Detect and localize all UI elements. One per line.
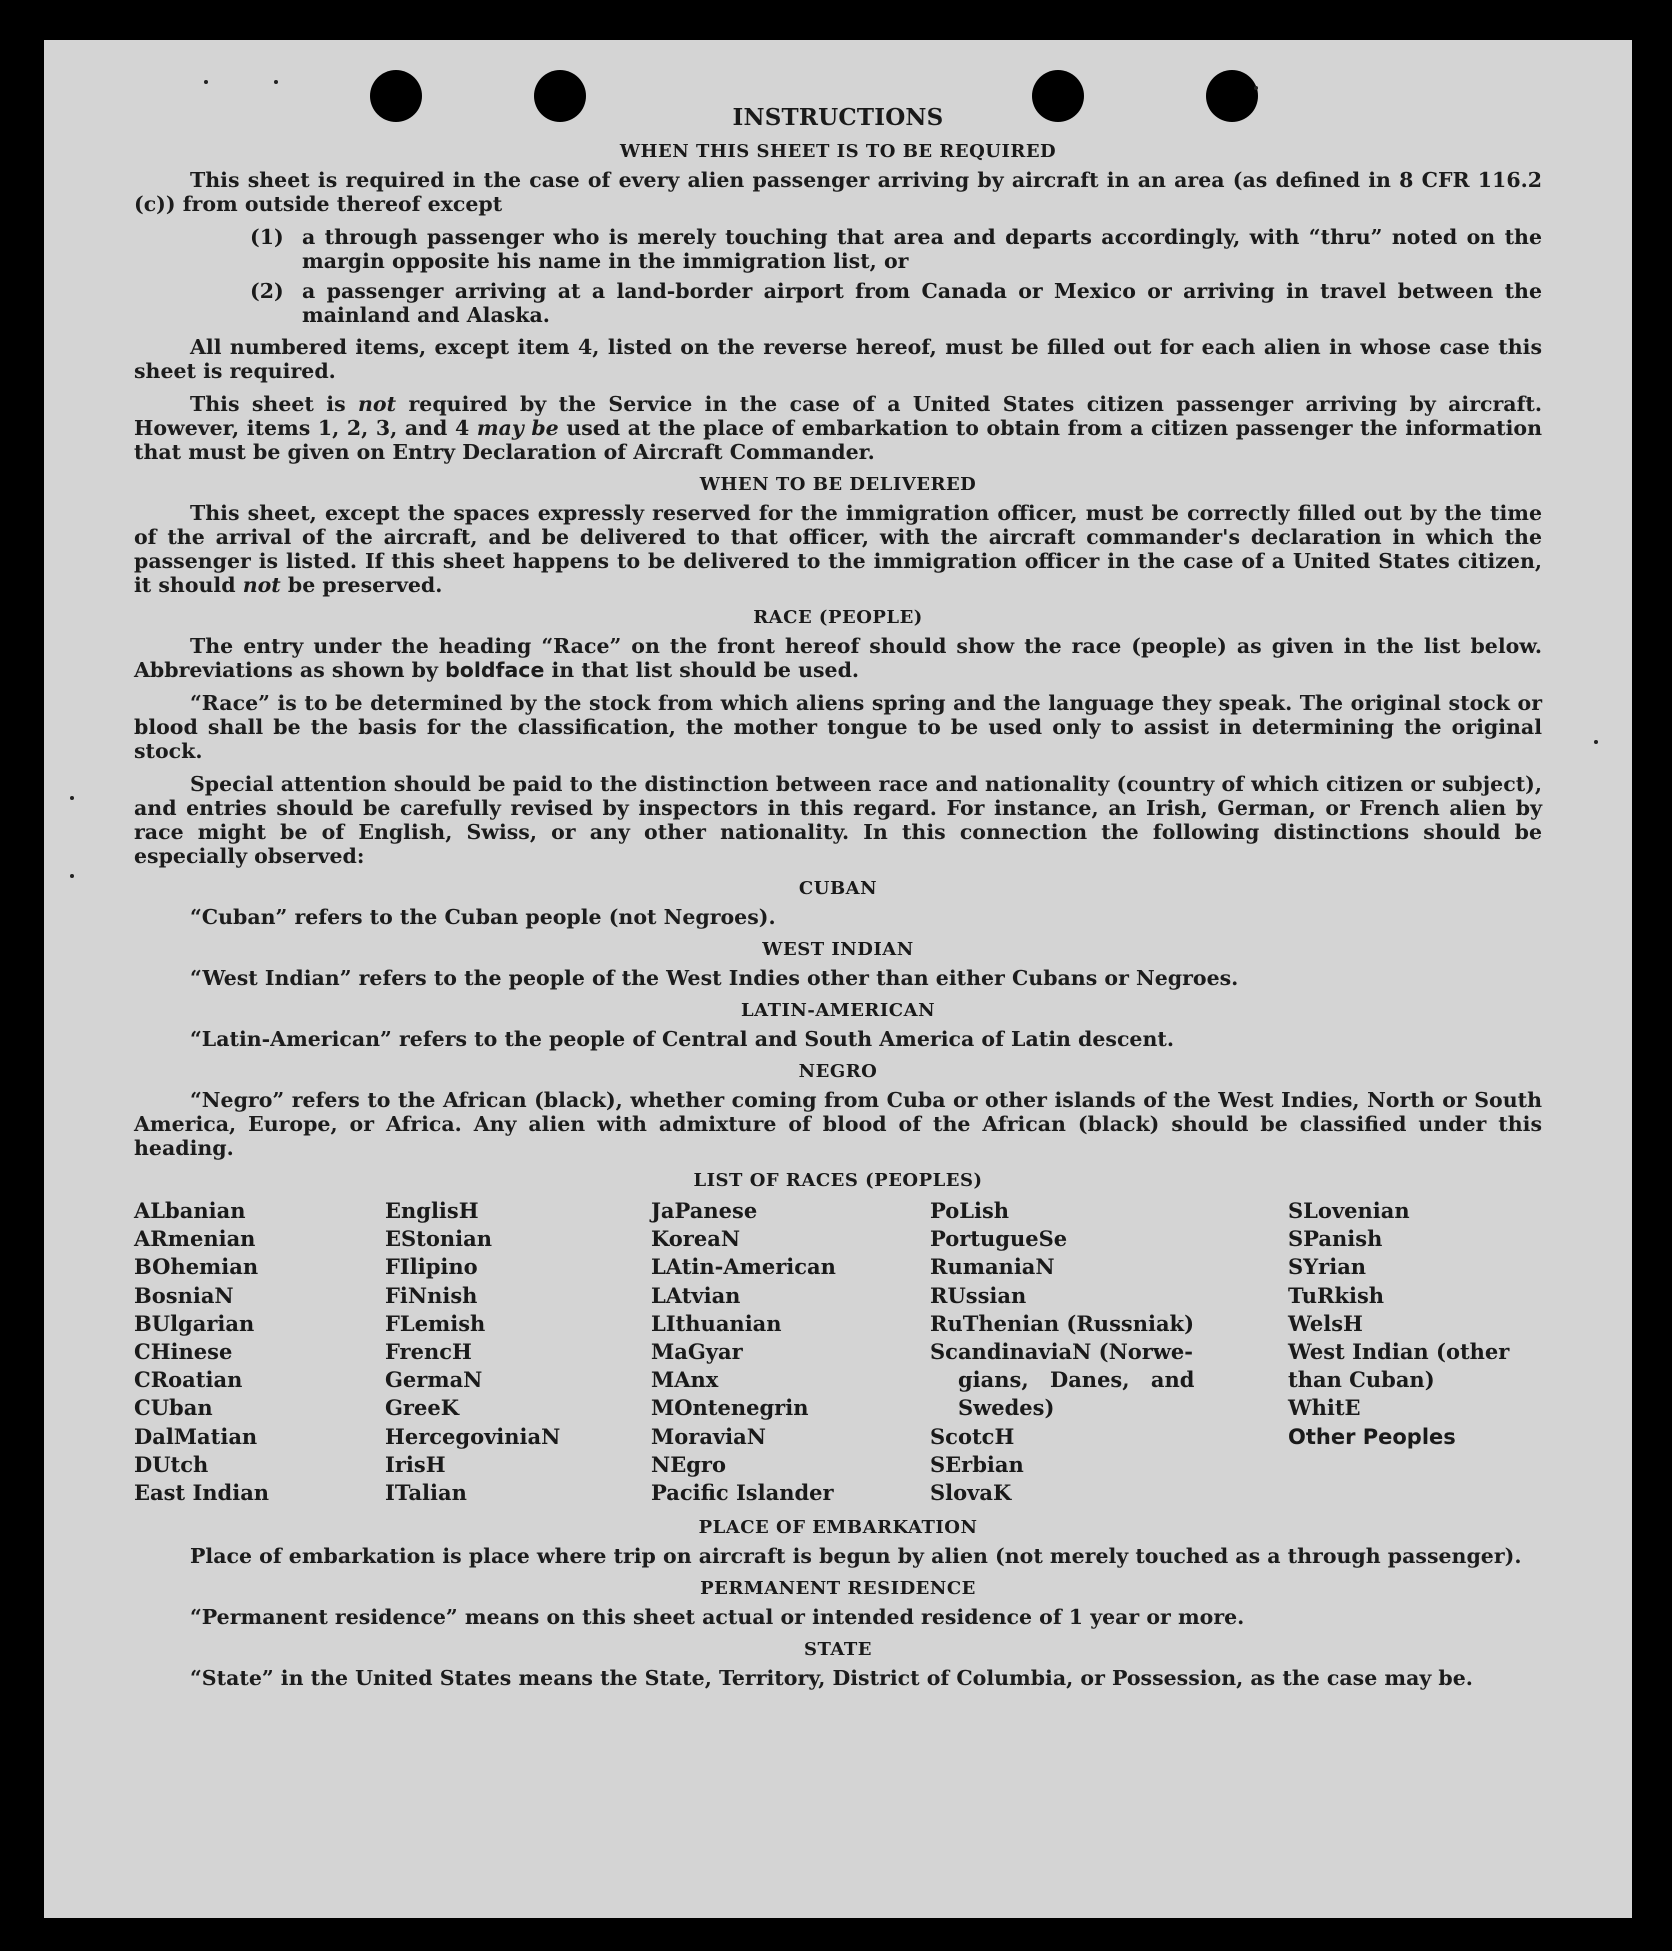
race-entry: TuRkish [1288, 1282, 1385, 1308]
section-title-latin-american: LATIN-AMERICAN [740, 1000, 936, 1021]
state-text: “State” in the United States means the State, Territory, District of Columbia, or Possession, as the case may be. [190, 1666, 1473, 1691]
race-entry: NEgro [651, 1451, 726, 1477]
race-entry: WhitE [1288, 1395, 1361, 1421]
races-column-4 [930, 1197, 1288, 1507]
punch-hole [1206, 70, 1258, 122]
race-entry: RumaniaN [930, 1254, 1055, 1280]
section-title-race: RACE (PEOPLE) [753, 607, 923, 628]
item-text: a passenger arriving at a land-border airport from Canada or Mexico or arriving in travel between the mainland and Alaska. [302, 279, 1542, 327]
race-entry: ScandinaviaN (Norwe- [930, 1339, 1194, 1365]
race-entry: MOntenegrin [651, 1395, 809, 1421]
required-para-citizen [134, 392, 1542, 464]
race-entry-continued: than Cuban) [1288, 1367, 1435, 1393]
race-entry: DUtch [134, 1451, 209, 1477]
race-entry: FLemish [385, 1310, 486, 1336]
races-list [134, 1197, 1542, 1507]
race-entry: FrencH [385, 1339, 472, 1365]
text-run: This sheet is [190, 392, 359, 416]
race-para-1 [134, 634, 1542, 682]
speck [1594, 740, 1598, 744]
text-run: This sheet, except the spaces expressly reserved for the immigration officer, must be correctly filled out by the time of the arrival of the aircraft, and be delivered to that officer, with the aircraft commander's declaration in which the passenger is listed. If this sheet happens to be delivered to the immigration officer in the case of a United States citizen, it should [134, 501, 1542, 597]
race-entry: EStonian [385, 1226, 492, 1252]
boldface-word: boldface [445, 658, 545, 682]
text-run: in that list should be used. [544, 658, 860, 682]
emphasis-not: not [358, 392, 397, 416]
race-entry: SErbian [930, 1451, 1024, 1477]
punch-hole [1032, 70, 1084, 122]
delivered-text [134, 501, 1542, 597]
race-entry-continued: Swedes) [958, 1395, 1055, 1421]
embarkation-text: Place of embarkation is place where trip on aircraft is begun by alien (not merely touched as a through passenger). [190, 1544, 1522, 1569]
race-entry: CHinese [134, 1339, 233, 1365]
required-intro: This sheet is required in the case of every alien passenger arriving by aircraft in an area (as defined in 8 CFR 116.2 (c)) from outside thereof except [134, 168, 1542, 216]
section-title-residence: PERMANENT RESIDENCE [700, 1578, 976, 1600]
section-title-negro: NEGRO [798, 1061, 878, 1082]
exception-item [134, 225, 1542, 273]
text-run: used at the place of embarkation to obtain from a citizen passenger the information that must be given on Entry Declaration of Aircraft Commander. [134, 416, 1542, 464]
race-entry: SlovaK [930, 1480, 1012, 1506]
race-entry: KoreaN [651, 1226, 741, 1252]
speck [1254, 86, 1258, 90]
race-entry: BosniaN [134, 1282, 234, 1308]
punch-hole [370, 70, 422, 122]
race-entry: DalMatian [134, 1423, 258, 1449]
race-entry: HercegoviniaN [385, 1423, 561, 1449]
speck [70, 796, 74, 800]
races-column-2 [385, 1197, 651, 1507]
race-entry: ScotcH [930, 1423, 1015, 1449]
race-entry: SYrian [1288, 1254, 1367, 1280]
emphasis-not: not [242, 573, 281, 597]
race-entry: Pacific Islander [651, 1480, 834, 1506]
race-entry: WelsH [1288, 1310, 1363, 1336]
race-para-2: “Race” is to be determined by the stock from which aliens spring and the language they speak. The original stock or blood shall be the basis for the classification, the mother tongue to be used only to assist in determining the original stock. [134, 691, 1542, 763]
section-title-west-indian: WEST INDIAN [762, 939, 914, 960]
race-entry: LAtin-American [651, 1254, 836, 1280]
race-entry: BOhemian [134, 1254, 259, 1280]
race-entry: MAnx [651, 1367, 719, 1393]
race-entry: IrisH [385, 1451, 446, 1477]
item-number: (2) [250, 279, 284, 303]
race-entry: ARmenian [134, 1226, 256, 1252]
race-entry: EnglisH [385, 1198, 479, 1223]
race-entry: MoraviaN [651, 1423, 766, 1449]
section-title-embarkation: PLACE OF EMBARKATION [698, 1517, 978, 1539]
text-run: The entry under the heading “Race” on the front hereof should show the race (people) as given in the list below. Abbreviations as shown by [134, 634, 1542, 682]
emphasis-may-be: may be [476, 416, 559, 440]
section-title-delivered: WHEN TO BE DELIVERED [699, 474, 977, 495]
race-entry: PortugueSe [930, 1226, 1068, 1252]
speck [274, 80, 278, 84]
exception-item [134, 279, 1542, 327]
document-sheet [44, 40, 1632, 1918]
race-entry: LAtvian [651, 1282, 741, 1308]
race-entry: RuThenian (Russniak) [930, 1310, 1195, 1336]
section-title-list-of-races: LIST OF RACES (PEOPLES) [693, 1170, 983, 1191]
race-entry: JaPanese [651, 1198, 758, 1223]
race-entry: PoLish [930, 1198, 1010, 1223]
page-title: INSTRUCTIONS [732, 104, 944, 131]
races-column-3 [651, 1197, 930, 1507]
negro-text: “Negro” refers to the African (black), whether coming from Cuba or other islands of the West Indies, North or South America, Europe, or Africa. Any alien with admixture of blood of the African (black) should be classified under this heading. [134, 1088, 1542, 1160]
race-entry: SLovenian [1288, 1198, 1410, 1223]
race-entry: West Indian (other [1288, 1339, 1510, 1365]
residence-text: “Permanent residence” means on this sheet actual or intended residence of 1 year or more. [190, 1605, 1245, 1630]
item-number: (1) [250, 225, 284, 249]
race-entry: GermaN [385, 1367, 483, 1393]
race-entry: LIthuanian [651, 1310, 782, 1336]
races-column-5 [1288, 1197, 1534, 1507]
race-entry: CRoatian [134, 1367, 243, 1393]
latin-american-text: “Latin-American” refers to the people of Central and South America of Latin descent. [190, 1027, 1174, 1051]
item-text: a through passenger who is merely touching that area and departs accordingly, with “thru” noted on the margin opposite his name in the immigration list, or [302, 225, 1542, 273]
race-entry: ALbanian [134, 1198, 246, 1223]
text-run: be preserved. [280, 573, 443, 597]
race-entry: FiNnish [385, 1282, 478, 1308]
race-para-3: Special attention should be paid to the distinction between race and nationality (country of which citizen or subject), and entries should be carefully revised by inspectors in this regard. For instance, an Irish, German, or French alien by race might be of English, Swiss, or any other nationality. In this connection the following distinctions should be especially observed: [134, 772, 1542, 868]
speck [70, 874, 74, 878]
section-title-state: STATE [803, 1639, 872, 1661]
cuban-text: “Cuban” refers to the Cuban people (not Negroes). [190, 905, 776, 929]
race-entry: Other Peoples [1288, 1424, 1456, 1449]
section-title-cuban: CUBAN [798, 878, 878, 899]
punch-hole [534, 70, 586, 122]
race-entry: GreeK [385, 1395, 459, 1421]
race-entry: MaGyar [651, 1339, 743, 1365]
race-entry: East Indian [134, 1480, 270, 1506]
race-entry: ITalian [385, 1480, 467, 1506]
race-entry: BUlgarian [134, 1310, 255, 1336]
required-para-items: All numbered items, except item 4, listed on the reverse hereof, must be filled out for each alien in whose case this sheet is required. [134, 335, 1542, 383]
text-run: required by the Service in the case of a United States citizen passenger arriving by aircraft. However, items 1, 2, 3, and 4 [134, 392, 1543, 440]
west-indian-text: “West Indian” refers to the people of the West Indies other than either Cubans or Negroes. [190, 966, 1239, 990]
speck [204, 80, 208, 84]
races-column-1 [134, 1197, 385, 1507]
section-title-required: WHEN THIS SHEET IS TO BE REQUIRED [619, 141, 1057, 162]
race-entry: CUban [134, 1395, 213, 1421]
race-entry: SPanish [1288, 1226, 1383, 1252]
race-entry: RUssian [930, 1282, 1027, 1308]
race-entry-continued: gians, Danes, and [958, 1367, 1195, 1393]
exception-list [134, 225, 1542, 327]
race-entry: FIlipino [385, 1254, 478, 1280]
